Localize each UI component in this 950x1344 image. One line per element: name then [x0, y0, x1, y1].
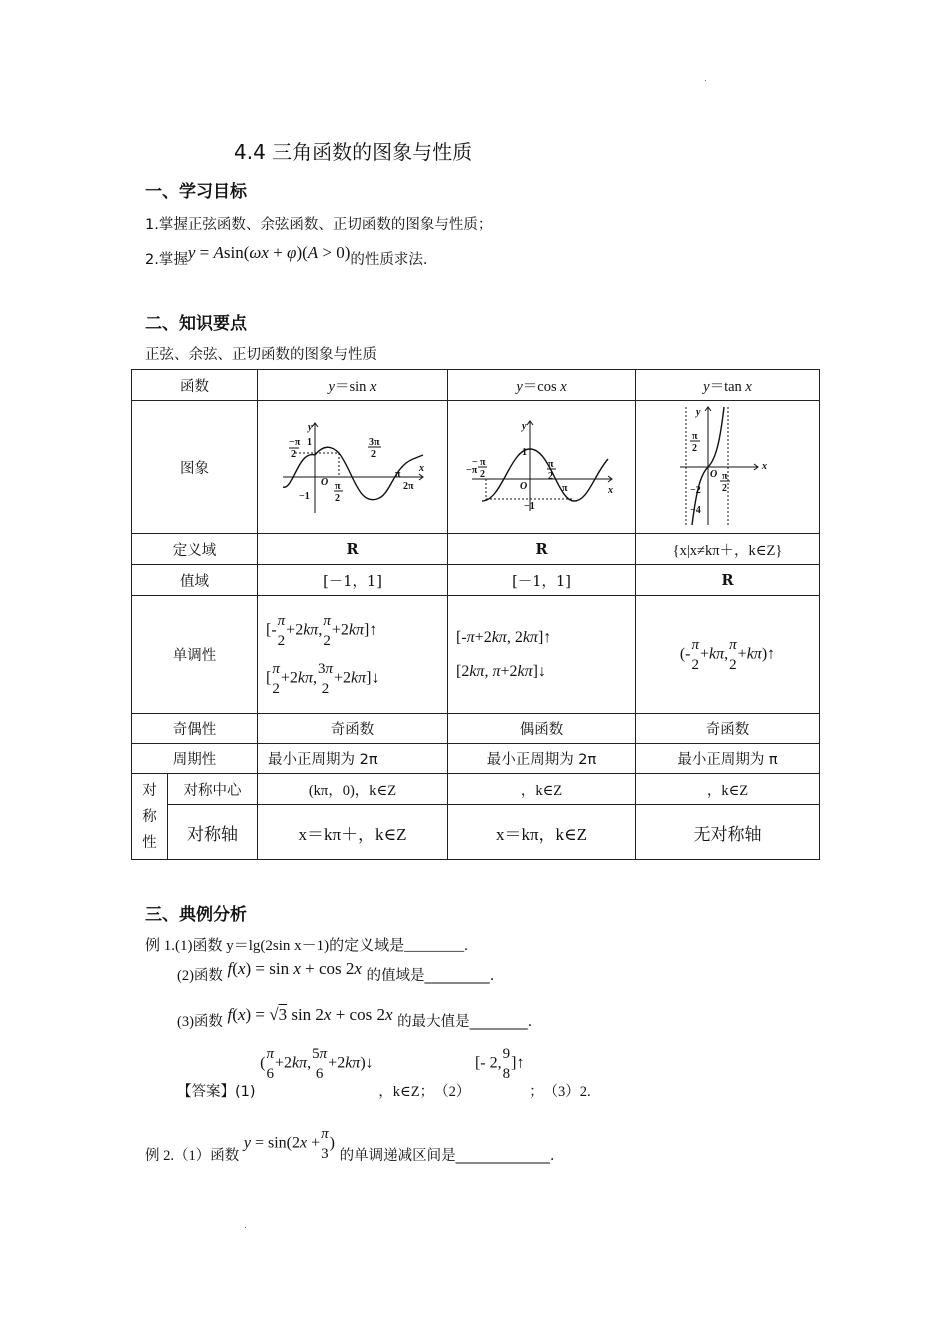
mono-sin [258, 596, 448, 714]
center-cos: ，k∈Z [448, 774, 636, 805]
table-row [132, 805, 820, 860]
answer-1: ( π 6 +2kπ, 5π 6 +2kπ)↓ [260, 1046, 374, 1082]
svg-text:−2: −2 [689, 484, 701, 496]
mono-sin-increasing: [- π 2 +2kπ, π 2 +2kπ]↑ [266, 612, 378, 649]
section-heading-goals: 一、学习目标 [145, 182, 247, 202]
table-row [132, 370, 820, 401]
sin-graph-cell [258, 401, 448, 534]
page-mark [245, 1227, 246, 1228]
row-range-label: 值域 [132, 565, 258, 596]
svg-text:2: 2 [370, 449, 376, 460]
ex1-2-prefix: (2)函数 [177, 968, 223, 984]
svg-text:x: x [607, 485, 613, 496]
cos-graph [462, 415, 622, 515]
header-tan: y＝tan x [636, 370, 820, 401]
svg-text:1: 1 [306, 437, 312, 448]
svg-text:O: O [320, 477, 328, 488]
svg-text:1: 1 [521, 447, 527, 458]
header-function: 函数 [132, 370, 258, 401]
row-parity-label: 奇偶性 [132, 714, 258, 744]
ex2-suffix: 的单调递减区间是_____________. [339, 1148, 555, 1164]
svg-text:π: π [561, 483, 567, 494]
svg-text:−1: −1 [298, 491, 310, 502]
center-tan: ，k∈Z [636, 774, 820, 805]
ex1-2-suffix: 的值域是_________. [366, 968, 495, 984]
ex1-3-suffix: 的最大值是________. [397, 1014, 533, 1030]
ex1-3-prefix: (3)函数 [177, 1014, 223, 1030]
svg-text:π: π [691, 430, 697, 442]
svg-text:2: 2 [547, 471, 553, 482]
svg-text:2: 2 [334, 493, 340, 504]
mono-sin-decreasing: [ π 2 +2kπ, 3π 2 +2kπ]↓ [266, 660, 380, 697]
goal-2 [145, 243, 428, 269]
answer-2: [- 2, 9 8 ]↑ [474, 1046, 525, 1082]
tan-graph [678, 403, 778, 528]
row-mono-label: 单调性 [132, 596, 258, 714]
answer-mid-1: ，k∈Z； （2） [378, 1084, 471, 1100]
svg-text:−π: −π [465, 465, 477, 476]
cos-curve [479, 449, 608, 501]
goal-2-suffix: 的性质求法. [350, 252, 428, 268]
example-2 [145, 1124, 554, 1164]
table-row [132, 744, 820, 774]
svg-text:y: y [521, 421, 526, 432]
sym-axis-label: 对称轴 [168, 805, 258, 860]
section-heading-knowledge: 二、知识要点 [145, 314, 247, 334]
row-symmetry-label: 对 称 性 [132, 774, 168, 860]
table-row [132, 401, 820, 534]
period-tan: 最小正周期为 π [636, 744, 820, 774]
parity-cos: 偶函数 [448, 714, 636, 744]
answer-label: 【答案】(1) [177, 1084, 256, 1100]
row-domain-label: 定义域 [132, 534, 258, 565]
properties-table [131, 369, 820, 860]
axis-tan: 无对称轴 [636, 805, 820, 860]
svg-text:2: 2 [479, 469, 485, 480]
ex2-formula: y = sin(2x + π 3 ) [243, 1126, 335, 1162]
table-row [132, 596, 820, 714]
ex1-3-formula: f(x) = √3 sin 2x + cos 2x [227, 1005, 393, 1024]
sym-center-label: 对称中心 [168, 774, 258, 805]
page-mark [705, 80, 706, 81]
domain-cos: R [448, 534, 636, 565]
table-row [132, 565, 820, 596]
svg-text:x: x [418, 463, 424, 474]
mono-cos-decreasing: [2kπ, π+2kπ]↓ [456, 662, 546, 680]
row-period-label: 周期性 [132, 744, 258, 774]
page-title: 4.4 三角函数的图象与性质 [234, 140, 473, 164]
example-1-part-3 [177, 1005, 533, 1031]
table-intro: 正弦、余弦、正切函数的图象与性质 [145, 347, 377, 363]
range-sin: [－1，1] [258, 565, 448, 596]
mono-cos [448, 596, 636, 714]
example-1-part-1: 例 1.(1)函数 y＝lg(2sin x－1)的定义域是________. [145, 938, 468, 954]
svg-text:y: y [307, 422, 312, 433]
mono-tan [636, 596, 820, 714]
goal-1: 1.掌握正弦函数、余弦函数、正切函数的图象与性质； [145, 217, 493, 233]
header-sin: y＝sin x [258, 370, 448, 401]
header-cos: y＝cos x [448, 370, 636, 401]
svg-text:π: π [334, 481, 340, 492]
goal-2-formula: y = Asin(ωx + φ)(A > 0) [187, 243, 351, 262]
svg-text:3π: 3π [368, 437, 379, 448]
svg-text:−1: −1 [523, 501, 535, 512]
svg-text:π: π [479, 457, 485, 468]
parity-tan: 奇函数 [636, 714, 820, 744]
mono-cos-increasing: [-π+2kπ, 2kπ]↑ [456, 628, 552, 646]
svg-text:2π: 2π [402, 481, 413, 492]
table-row [132, 714, 820, 744]
goal-2-prefix: 2.掌握 [145, 252, 188, 268]
range-cos: [－1，1] [448, 565, 636, 596]
svg-text:2: 2 [691, 442, 697, 454]
range-tan: R [636, 565, 820, 596]
example-1-part-2 [177, 959, 495, 985]
tan-graph-cell [636, 401, 820, 534]
answer-mid-2: ； （3）2. [529, 1084, 591, 1100]
domain-tan: {x|x≠kπ＋，k∈Z} [636, 534, 820, 565]
svg-text:x: x [761, 460, 767, 472]
ex2-prefix: 例 2.（1）函数 [145, 1148, 240, 1164]
svg-text:O: O [709, 468, 717, 480]
svg-text:−π: −π [288, 437, 300, 448]
axis-sin: x＝kπ＋，k∈Z [258, 805, 448, 860]
cos-graph-cell [448, 401, 636, 534]
axis-cos: x＝kπ，k∈Z [448, 805, 636, 860]
sin-graph [273, 415, 433, 515]
svg-text:π: π [394, 469, 400, 480]
period-sin: 最小正周期为 2π [258, 744, 448, 774]
svg-text:2: 2 [290, 449, 296, 460]
svg-text:π: π [721, 470, 727, 482]
table-row [132, 534, 820, 565]
mono-tan-increasing: (- π 2 +kπ, π 2 +kπ)↑ [679, 636, 776, 673]
domain-sin: R [258, 534, 448, 565]
svg-text:π: π [547, 459, 553, 470]
center-sin: (kπ，0)，k∈Z [258, 774, 448, 805]
svg-text:O: O [519, 481, 527, 492]
parity-sin: 奇函数 [258, 714, 448, 744]
section-heading-examples: 三、典例分析 [145, 905, 247, 925]
svg-text:y: y [695, 406, 700, 418]
row-graph-label: 图象 [132, 401, 258, 534]
ex1-2-formula: f(x) = sin x + cos 2x [227, 959, 362, 978]
svg-text:−4: −4 [689, 504, 701, 516]
svg-text:−: − [471, 457, 478, 468]
period-cos: 最小正周期为 2π [448, 744, 636, 774]
answer-line [177, 1044, 591, 1100]
svg-text:2: 2 [721, 482, 727, 494]
table-row [132, 774, 820, 805]
